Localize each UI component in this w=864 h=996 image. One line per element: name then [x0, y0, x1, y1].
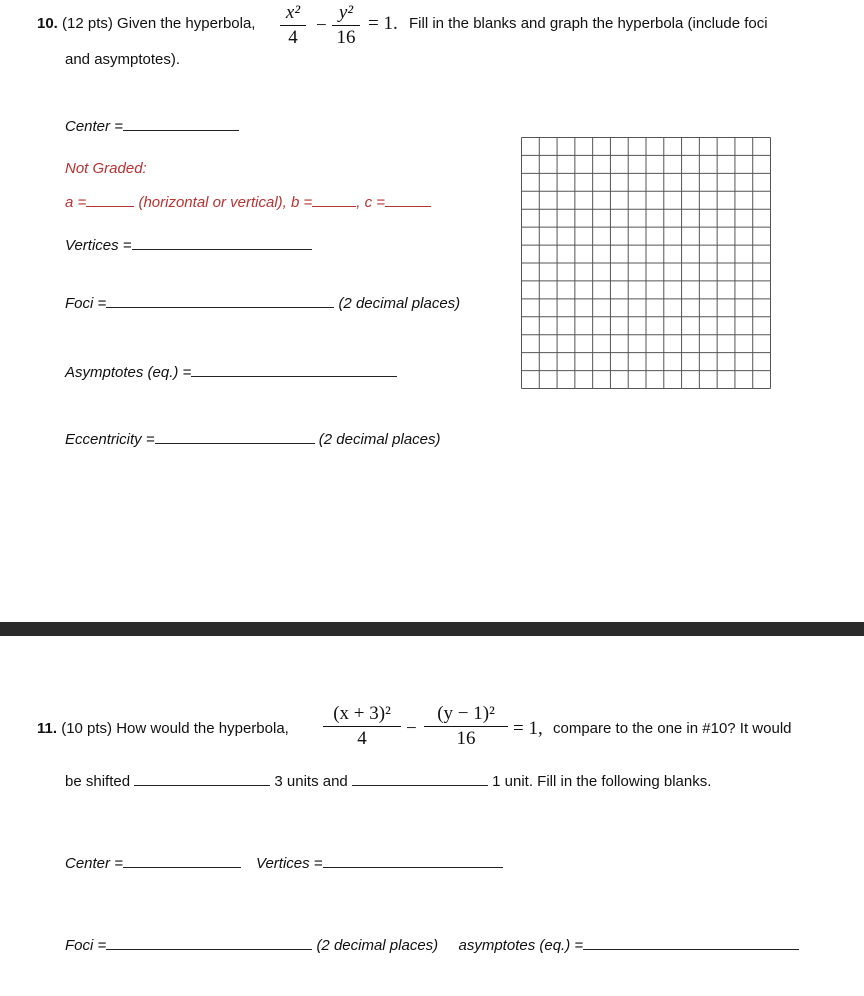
q10-vertices-row: [65, 235, 312, 254]
q10-foci-note: (2 decimal places): [338, 295, 461, 312]
q10-foci-label: Foci =: [65, 295, 107, 312]
q10-eccentricity-label: Eccentricity =: [65, 431, 155, 448]
q11-x-fraction: [323, 703, 401, 750]
q11-equals-one: = 1,: [513, 718, 543, 739]
q11-shift-row: [65, 771, 711, 790]
q10-asymptotes-row: [65, 362, 397, 381]
q10-asymptotes-label: Asymptotes (eq.) =: [65, 364, 192, 381]
q10-center-blank[interactable]: [123, 116, 239, 131]
q10-a-blank[interactable]: [86, 192, 134, 207]
q11-center-label: Center =: [65, 855, 123, 872]
q10-vertices-label: Vertices =: [65, 237, 132, 254]
q10-eccentricity-note: (2 decimal places): [318, 431, 441, 448]
q11-vertices-label: Vertices =: [256, 855, 323, 872]
q10-foci-blank[interactable]: [106, 293, 334, 308]
q10-eccentricity-blank[interactable]: [155, 429, 315, 444]
q10-c-blank[interactable]: [385, 192, 431, 207]
q10-eccentricity-row: [65, 429, 441, 448]
q10-a-label: a =: [65, 194, 87, 211]
q10-points: (12 pts) Given the hyperbola,: [62, 15, 256, 32]
q10-equals-one: = 1.: [368, 13, 398, 34]
not-graded-label: Not Graded:: [65, 160, 147, 177]
q11-x-numerator: (x + 3)²: [333, 703, 391, 724]
section-divider: [0, 622, 864, 636]
grid-lines: [522, 138, 771, 389]
graph-grid[interactable]: [521, 137, 771, 389]
q10-vertices-blank[interactable]: [132, 235, 312, 250]
q11-compare-text: compare to the one in #10? It would: [553, 720, 792, 737]
q10-instructions-1: Fill in the blanks and graph the hyperbola (include foci: [409, 15, 768, 32]
q11-number: 11.: [37, 720, 58, 737]
q11-shift-mid: 3 units and: [274, 773, 348, 790]
q10-abc-row: [65, 192, 431, 211]
q10-asymptotes-blank[interactable]: [191, 362, 397, 377]
q11-y-numerator: (y − 1)²: [437, 703, 495, 724]
q10-foci-row: [65, 293, 460, 312]
q11-foci-label: Foci =: [65, 937, 107, 954]
q11-y-denominator: 16: [456, 728, 476, 749]
q10-y-numerator: y²: [338, 2, 354, 23]
q11-vertices-row: [256, 853, 503, 872]
q11-header: [37, 720, 289, 737]
q11-vertices-blank[interactable]: [323, 853, 503, 868]
q10-x-numerator: x²: [285, 2, 301, 23]
q11-center-blank[interactable]: [123, 853, 241, 868]
q10-minus: −: [316, 15, 327, 36]
q10-b-blank[interactable]: [312, 192, 356, 207]
q10-center-row: [65, 116, 239, 135]
q11-points: (10 pts) How would the hyperbola,: [61, 720, 289, 737]
q11-shift-blank-2[interactable]: [352, 771, 488, 786]
q10-number: 10.: [37, 15, 58, 32]
q10-y-denominator: 16: [336, 27, 356, 48]
q10-center-label: Center =: [65, 118, 123, 135]
q10-instructions-2: and asymptotes).: [65, 51, 181, 68]
q11-shift-suffix: 1 unit. Fill in the following blanks.: [492, 773, 712, 790]
q10-x-fraction: [280, 2, 306, 49]
q11-foci-note: (2 decimal places): [316, 937, 439, 954]
q11-minus: −: [406, 718, 417, 739]
q10-header: [37, 15, 255, 32]
q10-c-label: , c =: [356, 194, 386, 211]
q11-foci-blank[interactable]: [106, 935, 312, 950]
q11-y-fraction: [424, 703, 508, 750]
q11-foci-row: [65, 935, 799, 954]
q10-x-denominator: 4: [288, 27, 298, 48]
q11-center-row: [65, 853, 241, 872]
q10-y-fraction: [332, 2, 360, 49]
q11-x-denominator: 4: [357, 728, 367, 749]
q11-asymptotes-label: asymptotes (eq.) =: [458, 937, 584, 954]
q11-shift-blank-1[interactable]: [134, 771, 270, 786]
q11-shift-prefix: be shifted: [65, 773, 131, 790]
q11-asymptotes-blank[interactable]: [583, 935, 799, 950]
q10-hv-text: (horizontal or vertical), b =: [138, 194, 313, 211]
